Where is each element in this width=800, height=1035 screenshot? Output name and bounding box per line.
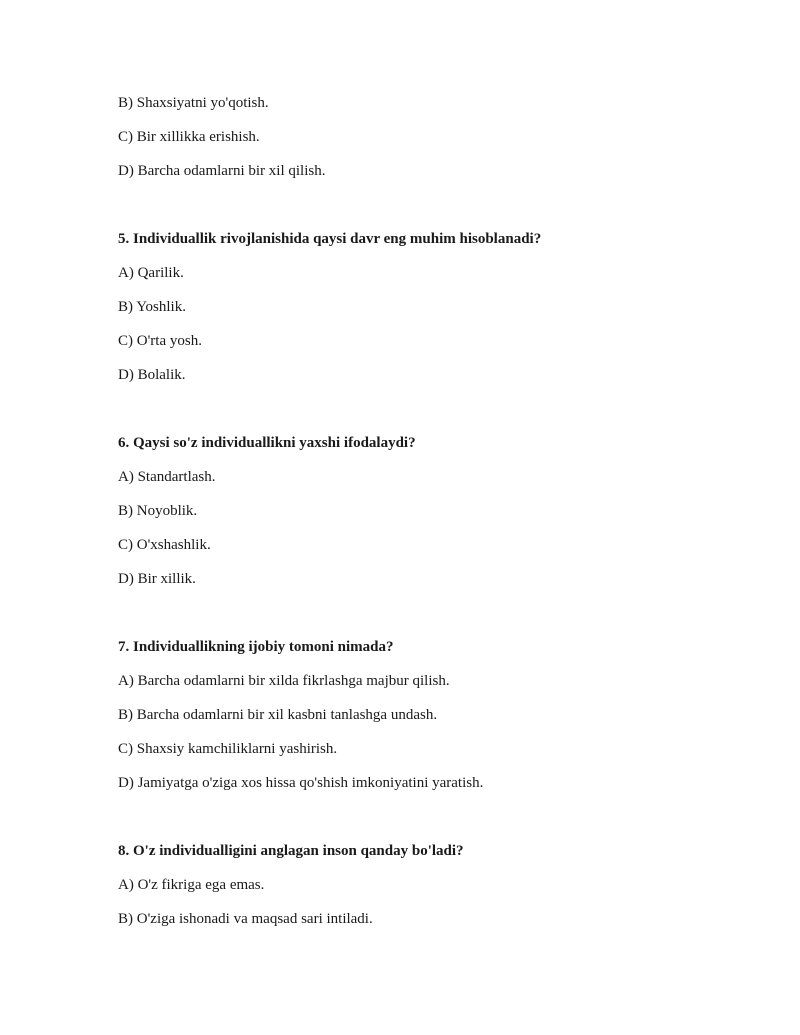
answer-option: B) O'ziga ishonadi va maqsad sari intiladi. xyxy=(118,911,373,927)
question-8: 8. O'z individualligini anglagan inson qanday bo'ladi? xyxy=(118,843,464,859)
answer-option: A) Qarilik. xyxy=(118,265,184,281)
answer-option: C) Bir xillikka erishish. xyxy=(118,129,260,145)
answer-option: B) Shaxsiyatni yo'qotish. xyxy=(118,95,269,111)
question-5: 5. Individuallik rivojlanishida qaysi davr eng muhim hisoblanadi? xyxy=(118,231,542,247)
answer-option: A) O'z fikriga ega emas. xyxy=(118,877,265,893)
answer-option: B) Yoshlik. xyxy=(118,299,186,315)
answer-option: D) Jamiyatga o'ziga xos hissa qo'shish imkoniyatini yaratish. xyxy=(118,775,484,791)
question-7: 7. Individuallikning ijobiy tomoni nimada? xyxy=(118,639,394,655)
answer-option: D) Bir xillik. xyxy=(118,571,196,587)
quiz-content xyxy=(118,94,738,944)
question-6: 6. Qaysi so'z individuallikni yaxshi ifodalaydi? xyxy=(118,435,416,451)
answer-option: D) Barcha odamlarni bir xil qilish. xyxy=(118,163,326,179)
answer-option: C) O'rta yosh. xyxy=(118,333,202,349)
answer-option: A) Standartlash. xyxy=(118,469,216,485)
answer-option: D) Bolalik. xyxy=(118,367,186,383)
answer-option: B) Noyoblik. xyxy=(118,503,198,519)
answer-option: A) Barcha odamlarni bir xilda fikrlashga majbur qilish. xyxy=(118,673,450,689)
answer-option: C) O'xshashlik. xyxy=(118,537,211,553)
answer-option: C) Shaxsiy kamchiliklarni yashirish. xyxy=(118,741,338,757)
answer-option: B) Barcha odamlarni bir xil kasbni tanlashga undash. xyxy=(118,707,438,723)
